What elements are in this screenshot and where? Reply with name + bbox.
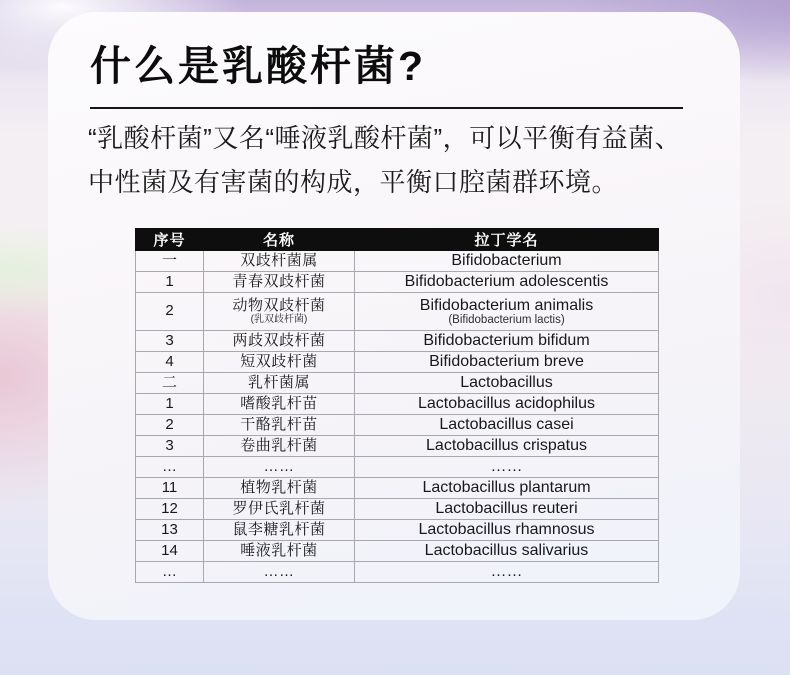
page-title: 什么是乳酸杆菌? xyxy=(90,43,427,89)
cell-latin-text: …… xyxy=(490,458,523,476)
cell-name-text: 两歧双歧杆菌 xyxy=(232,331,326,349)
intro-paragraph xyxy=(88,116,708,204)
table-row xyxy=(136,331,659,352)
cell-latin-text: Bifidobacterium adolescentis xyxy=(404,273,609,291)
cell-latin-subtext: (Bifidobacterium lactis) xyxy=(448,313,565,326)
cell-no-text: 12 xyxy=(161,499,178,517)
cell-latin-text: Lactobacillus reuteri xyxy=(435,500,578,518)
cell-latin xyxy=(355,293,659,331)
cell-name-text: 动物双歧杆菌 xyxy=(232,297,326,314)
cell-latin-text: Bifidobacterium breve xyxy=(429,353,584,371)
cell-latin xyxy=(355,272,659,293)
cell-no-text: 4 xyxy=(165,352,174,370)
cell-latin-text: Lactobacillus crispatus xyxy=(426,437,587,455)
cell-latin-text: Bifidobacterium animalis xyxy=(419,296,594,314)
cell-name xyxy=(204,562,355,583)
cell-name xyxy=(204,251,355,272)
intro-line-1: “乳酸杆菌”又名“唾液乳酸杆菌”，可以平衡有益菌、 xyxy=(88,123,682,153)
cell-latin xyxy=(355,541,659,562)
cell-name-text: 双歧杆菌属 xyxy=(240,251,318,269)
cell-no-text: 3 xyxy=(165,436,174,454)
cell-name xyxy=(204,457,355,478)
cell-latin xyxy=(355,436,659,457)
cell-name xyxy=(204,436,355,457)
bacteria-table xyxy=(135,228,659,583)
table-row xyxy=(136,272,659,293)
cell-name-text: 鼠李糖乳杆菌 xyxy=(232,520,326,538)
cell-no-text: 2 xyxy=(165,415,174,433)
cell-latin-text: Lactobacillus acidophilus xyxy=(418,395,595,413)
cell-no-text: 11 xyxy=(161,478,178,496)
table-row xyxy=(136,520,659,541)
cell-no-text: 13 xyxy=(161,520,178,538)
cell-latin xyxy=(355,251,659,272)
content-card xyxy=(48,12,740,620)
cell-name-text: …… xyxy=(263,457,295,475)
cell-name-text: …… xyxy=(263,562,295,580)
table-header-row xyxy=(136,229,659,251)
cell-name-text: 卷曲乳杆菌 xyxy=(240,436,318,454)
cell-latin xyxy=(355,415,659,436)
table-row xyxy=(136,562,659,583)
col-header-name: 名称 xyxy=(204,229,355,251)
cell-name xyxy=(204,352,355,373)
cell-latin-text: Lactobacillus rhamnosus xyxy=(418,521,595,539)
cell-no xyxy=(136,457,204,478)
cell-latin-text: Lactobacillus casei xyxy=(439,416,574,434)
cell-name-text: 唾液乳杆菌 xyxy=(240,541,318,559)
cell-name-subtext: (乳双歧杆菌) xyxy=(250,313,308,325)
cell-name xyxy=(204,272,355,293)
table-row xyxy=(136,394,659,415)
cell-no-text: 二 xyxy=(161,373,177,391)
table-row xyxy=(136,373,659,394)
cell-latin xyxy=(355,478,659,499)
cell-latin-text: Lactobacillus xyxy=(460,374,553,392)
cell-name-text: 青春双歧杆菌 xyxy=(232,272,326,290)
cell-name xyxy=(204,520,355,541)
cell-no-text: 2 xyxy=(165,302,174,320)
cell-latin-text: Bifidobacterium bifidum xyxy=(423,332,590,350)
cell-latin xyxy=(355,373,659,394)
cell-name-text: 嗜酸乳杆苗 xyxy=(240,394,318,412)
table-row xyxy=(136,436,659,457)
cell-name xyxy=(204,394,355,415)
cell-name-text: 植物乳杆菌 xyxy=(240,478,318,496)
cell-name xyxy=(204,293,355,331)
cell-name-text: 干酪乳杆苗 xyxy=(240,415,318,433)
cell-name-text: 乳杆菌属 xyxy=(247,373,310,391)
cell-no xyxy=(136,293,204,331)
table-row xyxy=(136,457,659,478)
cell-no xyxy=(136,541,204,562)
cell-no-text: 一 xyxy=(161,251,177,269)
cell-no xyxy=(136,499,204,520)
cell-name xyxy=(204,373,355,394)
table-row xyxy=(136,251,659,272)
cell-no xyxy=(136,478,204,499)
cell-name xyxy=(204,478,355,499)
cell-no xyxy=(136,251,204,272)
table-row xyxy=(136,293,659,331)
table-row xyxy=(136,415,659,436)
cell-no-text: … xyxy=(162,457,177,475)
cell-name-text: 罗伊氏乳杆菌 xyxy=(232,499,326,517)
cell-no xyxy=(136,331,204,352)
intro-line-2: 中性菌及有害菌的构成，平衡口腔菌群环境。 xyxy=(88,167,619,197)
cell-no-text: 14 xyxy=(161,541,178,559)
cell-latin xyxy=(355,394,659,415)
cell-latin xyxy=(355,457,659,478)
cell-name xyxy=(204,499,355,520)
table-row xyxy=(136,478,659,499)
cell-no-text: … xyxy=(162,562,177,580)
bacteria-table-head xyxy=(136,229,659,251)
cell-latin xyxy=(355,499,659,520)
col-header-latin: 拉丁学名 xyxy=(355,229,659,251)
title-underline xyxy=(90,107,683,109)
cell-latin-text: Bifidobacterium xyxy=(451,252,562,270)
cell-latin xyxy=(355,562,659,583)
cell-no-text: 1 xyxy=(165,272,174,290)
cell-latin xyxy=(355,331,659,352)
cell-no xyxy=(136,352,204,373)
bacteria-table-body xyxy=(136,251,659,583)
cell-latin-text: Lactobacillus plantarum xyxy=(422,479,591,497)
cell-no xyxy=(136,394,204,415)
cell-name xyxy=(204,415,355,436)
cell-name-text: 短双歧杆菌 xyxy=(240,352,318,370)
cell-latin xyxy=(355,352,659,373)
table-row xyxy=(136,499,659,520)
cell-no xyxy=(136,562,204,583)
table-row xyxy=(136,352,659,373)
col-header-no: 序号 xyxy=(136,229,204,251)
cell-no xyxy=(136,436,204,457)
cell-no xyxy=(136,415,204,436)
cell-no xyxy=(136,272,204,293)
cell-latin-text: …… xyxy=(490,563,523,581)
table-row xyxy=(136,541,659,562)
cell-no-text: 1 xyxy=(165,394,174,412)
cell-no xyxy=(136,520,204,541)
cell-latin-text: Lactobacillus salivarius xyxy=(424,542,589,560)
cell-no xyxy=(136,373,204,394)
cell-no-text: 3 xyxy=(165,331,174,349)
cell-name xyxy=(204,541,355,562)
cell-name xyxy=(204,331,355,352)
cell-latin xyxy=(355,520,659,541)
